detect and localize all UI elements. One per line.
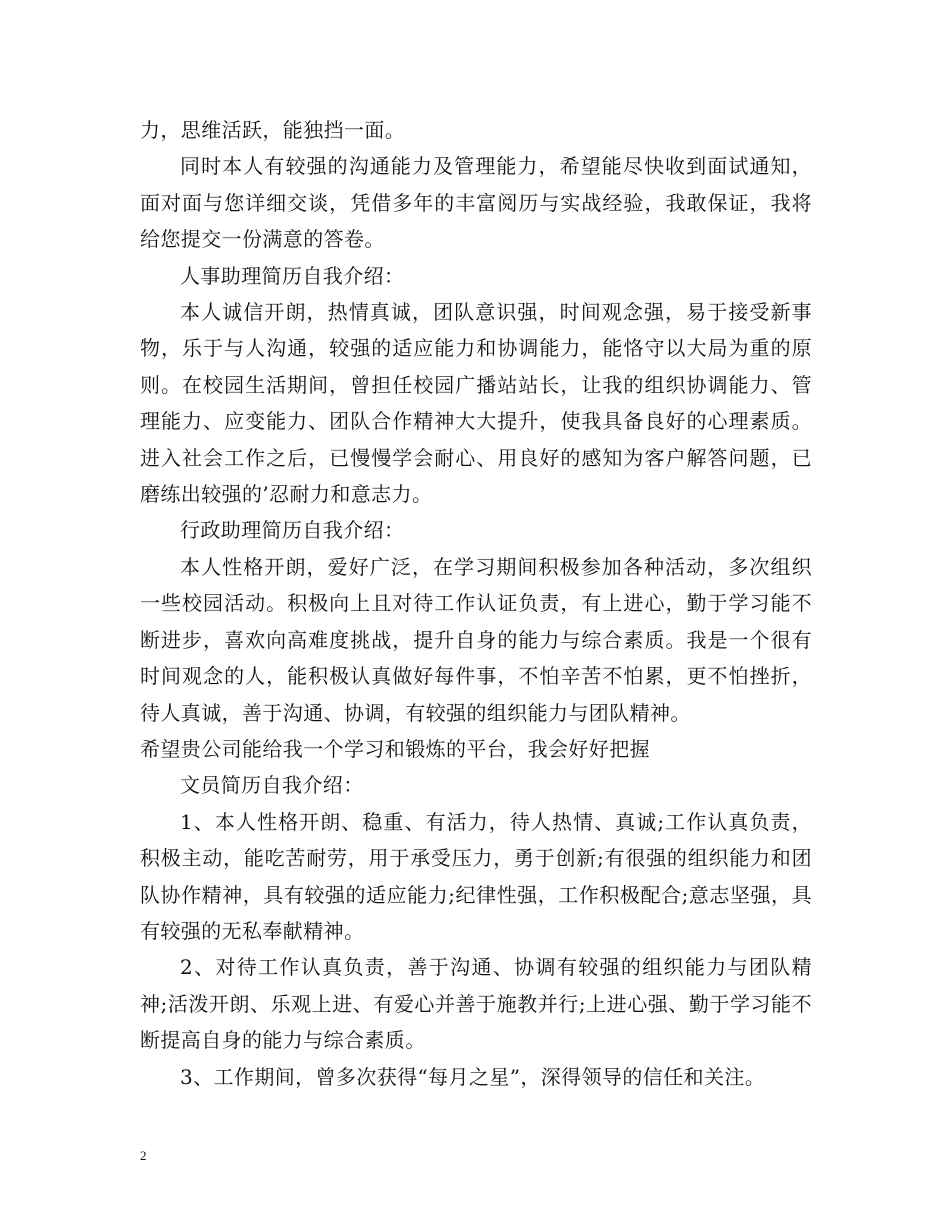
section-heading-clerk: 文员简历自我介绍： [180, 773, 364, 798]
paragraph: 本人性格开朗，爱好广泛，在学习期间积极参加各种活动，多次组织一些校园活动。积极向上且对待工作认证负责，有上进心，勤于学习能不断进步，喜欢向高难度挑战，提升自身的能力与综合素质。我是一个很有时间观念的人，能积极认真做好每件事，不怕辛苦不怕累，更不怕挫折，待人真诚，善于沟通、协调，有较强的组织能力与团队精神。 [140, 554, 812, 725]
section-heading-admin-assistant: 行政助理简历自我介绍： [180, 518, 405, 543]
paragraph: 力，思维活跃，能独挡一面。 [140, 118, 406, 142]
numbered-paragraph: 1、本人性格开朗、稳重、有活力，待人热情、真诚;工作认真负责，积极主动，能吃苦耐劳，用于承受压力，勇于创新;有很强的组织能力和团队协作精神，具有较强的适应能力;纪律性强，工作积极配合;意志坚强，具有较强的无私奉献精神。 [140, 809, 812, 943]
section-heading-hr-assistant: 人事助理简历自我介绍： [180, 263, 405, 288]
document-body [140, 112, 812, 1095]
page-number: 2 [140, 1148, 147, 1163]
paragraph: 希望贵公司能给我一个学习和锻炼的平台，我会好好把握 [140, 736, 650, 761]
paragraph: 本人诚信开朗，热情真诚，团队意识强，时间观念强，易于接受新事物，乐于与人沟通，较强的适应能力和协调能力，能恪守以大局为重的原则。在校园生活期间，曾担任校园广播站站长，让我的组织协调能力、管理能力、应变能力、团队合作精神大大提升，使我具备良好的心理素质。进入社会工作之后，已慢慢学会耐心、用良好的感知为客户解答问题，已磨练出较强的’忍耐力和意志力。 [140, 300, 812, 507]
numbered-paragraph: 2、对待工作认真负责，善于沟通、协调有较强的组织能力与团队精神;活泼开朗、乐观上进、有爱心并善于施教并行;上进心强、勤于学习能不断提高自身的能力与综合素质。 [140, 955, 812, 1053]
numbered-paragraph: 3、工作期间，曾多次获得“每月之星”，深得领导的信任和关注。 [180, 1064, 766, 1089]
paragraph: 同时本人有较强的沟通能力及管理能力，希望能尽快收到面试通知，面对面与您详细交谈，凭借多年的丰富阅历与实战经验，我敢保证，我将给您提交一份满意的答卷。 [140, 154, 812, 252]
